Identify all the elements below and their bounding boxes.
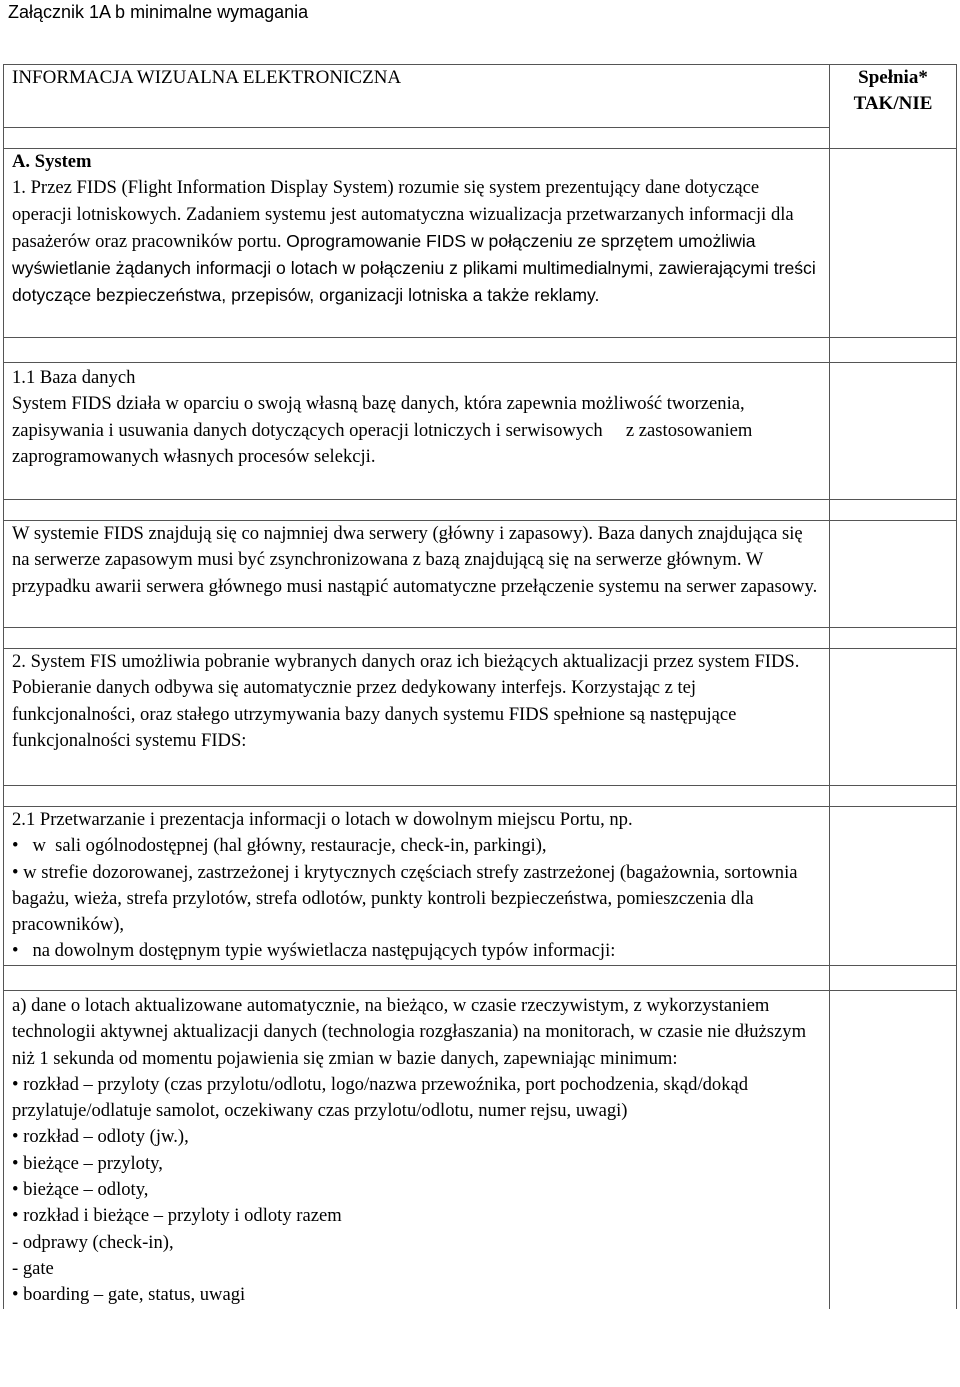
list-item: • rozkład i bieżące – przyloty i odloty razem (12, 1205, 342, 1227)
section-2-1-row (4, 807, 957, 966)
section-1-1-cell (4, 363, 830, 500)
section-a-paragraph (12, 175, 821, 309)
servers-text: W systemie FIDS znajdują się co najmniej dwa serwery (główny i zapasowy). Baza danych znajdująca się na serwerze zapasowym musi być zsynchronizowana z bazą znajdującą się na serwerze głównym. W przypadku awarii serwera głównego musi nastąpić automatyczne przełączenie systemu na serwer zapasowy. (12, 523, 818, 597)
list-item: - gate (12, 1257, 54, 1279)
list-item: • w sali ogólnodostępnej (hal główny, restauracje, check-in, parkingi), (12, 835, 547, 857)
section-1-1-row (4, 363, 957, 500)
section-1-1-heading: 1.1 Baza danych (12, 367, 136, 388)
page-header: Załącznik 1A b minimalne wymagania (8, 2, 309, 22)
section-a-text-serif: 1. Przez FIDS (Flight Information Display System) rozumie się system prezentujący dane dotyczące operacji lotniskowych. Zadaniem systemu jest automatyczna wizualizacja przetwarzanych informacji dla pasażerów oraz pracowników portu. (12, 177, 794, 252)
list-item: • na dowolnym dostępnym typie wyświetlacza następujących typów informacji: (12, 940, 616, 962)
compliance-label: Spełnia* (858, 67, 928, 88)
list-item: • bieżące – odloty, (12, 1179, 149, 1201)
servers-cell (4, 521, 830, 628)
section-2-cell (4, 649, 830, 786)
spacer-row (4, 500, 830, 521)
compliance-cell (830, 521, 957, 628)
section-a2-row (4, 991, 957, 1309)
compliance-cell (830, 363, 957, 500)
compliance-cell (830, 149, 957, 338)
section-a-row (4, 149, 957, 338)
section-2-line2: Pobieranie danych odbywa się automatycznie przez dedykowany interfejs. Korzystając z tej funkcjonalności, oraz stałego utrzymywania bazy danych systemu FIDS spełnione są następujące funkcjonalności systemu FIDS: (12, 677, 737, 751)
compliance-cell (830, 991, 957, 1309)
section-2-1-cell (4, 807, 830, 966)
table-title-cell (4, 65, 830, 128)
compliance-cell (830, 649, 957, 786)
section-a2-cell (4, 991, 830, 1309)
list-item: • w strefie dozorowanej, zastrzeżonej i krytycznych częściach strefy zastrzeżonej (bagażownia, sortownia bagażu, wieża, strefa przylotów, strefa odlotów, punkty kontroli bezpieczeństwa, pomieszczenia dla pracowników), (12, 861, 798, 936)
section-a-text-sans: Oprogramowanie FIDS w połączeniu ze sprzętem umożliwia wyświetlanie żądanych informacji o lotach w połączeniu z plikami multimedialnymi, zawierającymi treści dotyczące bezpieczeństwa, przepisów, organizacji lotniska a także reklamy. (12, 230, 816, 306)
list-item: • rozkład – odloty (jw.), (12, 1126, 189, 1148)
section-2-1-heading: 2.1 Przetwarzanie i prezentacja informacji o lotach w dowolnym miejscu Portu, np. (12, 809, 633, 830)
section-a-heading: A. System (12, 151, 92, 172)
spacer-row (4, 966, 830, 991)
spacer-row (4, 338, 830, 363)
requirements-table (3, 64, 957, 1309)
section-2-row (4, 649, 957, 786)
list-item: - odprawy (check-in), (12, 1231, 174, 1253)
spacer-row (4, 628, 830, 649)
table-title: INFORMACJA WIZUALNA ELEKTRONICZNA (12, 67, 402, 88)
section-1-1-text: System FIDS działa w oparciu o swoją własną bazę danych, która zapewnia możliwość tworzenia, zapisywania i usuwania danych dotyczących operacji lotniczych i serwisowych z zastosowaniem zaprogramowanych własnych procesów selekcji. (12, 393, 758, 467)
list-item: • boarding – gate, status, uwagi (12, 1284, 246, 1306)
servers-row (4, 521, 957, 628)
section-2-line1: 2. System FIS umożliwia pobranie wybranych danych oraz ich bieżących aktualizacji przez system FIDS. (12, 651, 800, 672)
compliance-header-cell (830, 65, 957, 149)
section-a2-intro: a) dane o lotach aktualizowane automatycznie, na bieżąco, w czasie rzeczywistym, z wykorzystaniem technologii aktywnej aktualizacji danych (technologia rozgłaszania) na monitorach, w czasie nie dłuższym niż 1 sekunda od momentu pojawienia się zmian w bazie danych, zapewniając minimum: (12, 995, 807, 1069)
list-item: • bieżące – przyloty, (12, 1152, 163, 1174)
spacer-row (4, 128, 830, 149)
section-a-cell (4, 149, 830, 338)
spacer-row (4, 786, 830, 807)
list-item: • rozkład – przyloty (czas przylotu/odlotu, logo/nazwa przewoźnika, port pochodzenia, skąd/dokąd przylatuje/odlatuje samolot, oczekiwany czas przylotu/odlotu, numer rejsu, uwagi) (12, 1073, 749, 1122)
compliance-cell (830, 807, 957, 966)
table-header-row (4, 65, 957, 128)
compliance-values: TAK/NIE (853, 93, 933, 114)
